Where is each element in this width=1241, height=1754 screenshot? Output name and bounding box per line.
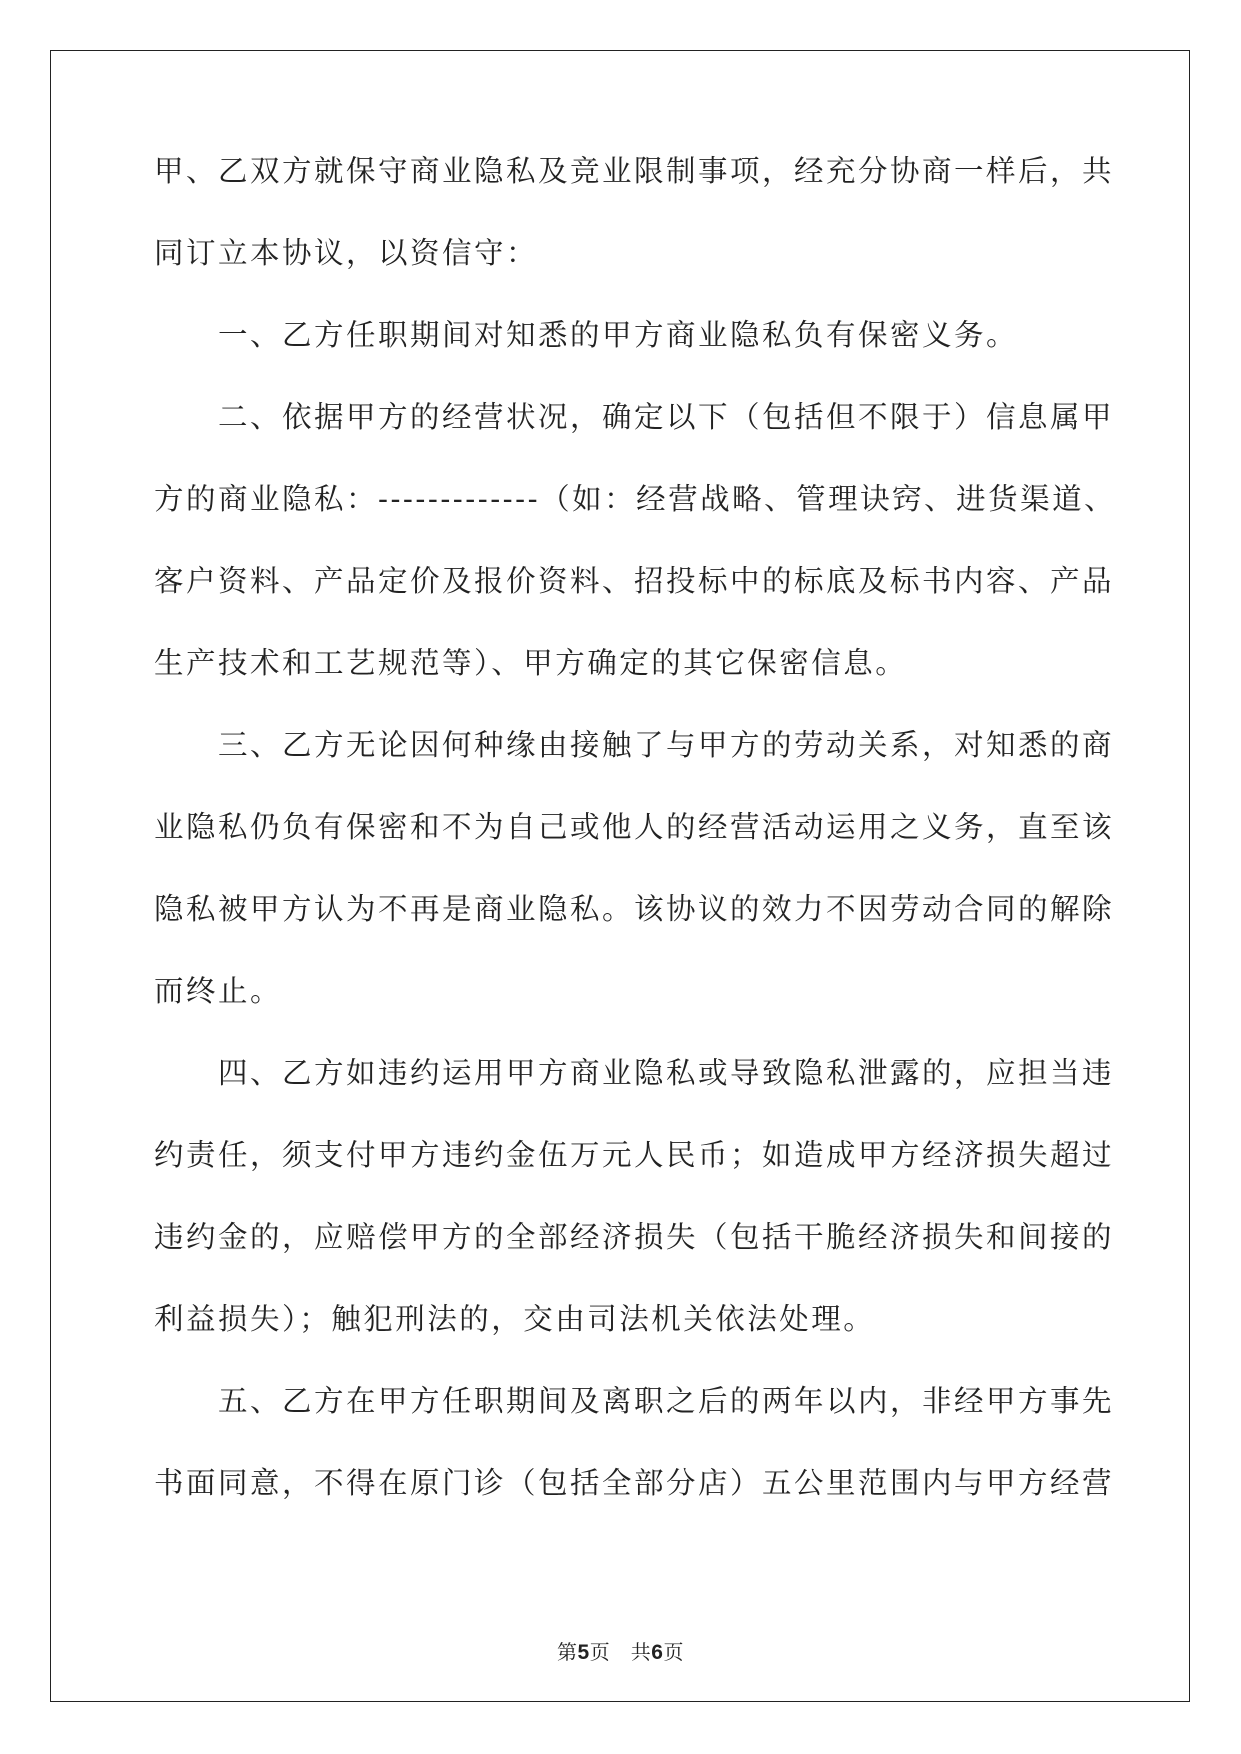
text-line: 约责任，须支付甲方违约金伍万元人民币；如造成甲方经济损失超过 [154, 1138, 1115, 1172]
text-line: 客户资料、产品定价及报价资料、招投标中的标底及标书内容、产品 [154, 564, 1115, 598]
text-line: 生产技术和工艺规范等）、甲方确定的其它保密信息。 [154, 646, 908, 680]
text-line: 利益损失）；触犯刑法的，交由司法机关依法处理。 [154, 1302, 876, 1336]
text-line: 书面同意，不得在原门诊（包括全部分店）五公里范围内与甲方经营 [154, 1466, 1115, 1500]
current-page-number: 5 [577, 1641, 590, 1664]
text-line: 隐私被甲方认为不再是商业隐私。该协议的效力不因劳动合同的解除 [154, 892, 1115, 926]
text-line: 方的商业隐私：-------------（如：经营战略、管理诀窍、进货渠道、 [154, 482, 1117, 516]
total-unit: 页 [663, 1640, 684, 1664]
text-line: 一、乙方任职期间对知悉的甲方商业隐私负有保密义务。 [154, 318, 1019, 352]
page-prefix: 第 [557, 1640, 578, 1664]
text-line: 四、乙方如违约运用甲方商业隐私或导致隐私泄露的，应担当违 [154, 1056, 1115, 1090]
text-line: 三、乙方无论因何种缘由接触了与甲方的劳动关系，对知悉的商 [154, 728, 1115, 762]
document-body [154, 130, 1117, 1524]
page-footer [0, 1636, 1241, 1665]
text-line: 同订立本协议，以资信守： [154, 236, 539, 270]
text-line: 业隐私仍负有保密和不为自己或他人的经营活动运用之义务，直至该 [154, 810, 1115, 844]
text-line: 五、乙方在甲方任职期间及离职之后的两年以内，非经甲方事先 [154, 1384, 1115, 1418]
text-line: 甲、乙双方就保守商业隐私及竞业限制事项，经充分协商一样后，共 [154, 154, 1115, 188]
page-unit: 页 [589, 1640, 611, 1664]
text-line: 二、依据甲方的经营状况，确定以下（包括但不限于）信息属甲 [154, 400, 1115, 434]
total-prefix: 共 [630, 1640, 652, 1664]
total-page-number: 6 [651, 1641, 664, 1664]
text-line: 而终止。 [154, 974, 283, 1008]
text-line: 违约金的，应赔偿甲方的全部经济损失（包括干脆经济损失和间接的 [154, 1220, 1115, 1254]
